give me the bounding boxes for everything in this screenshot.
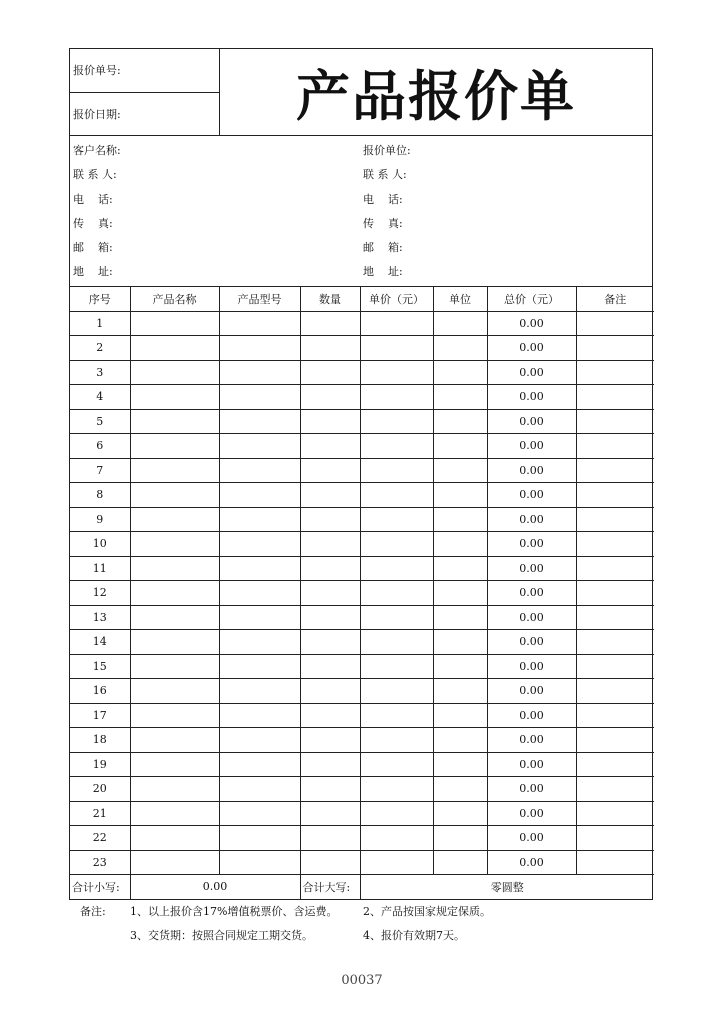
row-number: 9 [70,507,130,532]
empty-cell [576,360,654,385]
empty-cell [433,556,487,581]
empty-cell [360,556,433,581]
empty-cell [576,483,654,508]
empty-cell [433,336,487,361]
table-row [70,801,654,826]
row-number: 23 [70,850,130,875]
empty-cell [300,385,360,410]
empty-cell [130,605,219,630]
empty-cell [219,311,300,336]
empty-cell [130,728,219,753]
supplier-address-label: 地 址: [363,265,403,279]
col-header-no: 序号 [70,287,130,311]
empty-cell [576,409,654,434]
supplier-name-label: 报价单位: [363,144,411,157]
empty-cell [300,850,360,875]
quote-no-field [70,49,219,92]
empty-cell [219,409,300,434]
row-number: 10 [70,532,130,557]
remarks-spacer [80,924,130,948]
table-row [70,409,654,434]
empty-cell [130,752,219,777]
empty-cell [300,532,360,557]
empty-cell [433,728,487,753]
empty-cell [360,434,433,459]
empty-cell [576,311,654,336]
row-number: 15 [70,654,130,679]
empty-cell [219,801,300,826]
empty-cell [219,556,300,581]
empty-cell [219,385,300,410]
row-total: 0.00 [487,409,576,434]
row-total: 0.00 [487,630,576,655]
row-total: 0.00 [487,850,576,875]
row-total: 0.00 [487,752,576,777]
sheet-header [70,49,652,136]
empty-cell [300,703,360,728]
empty-cell [130,581,219,606]
empty-cell [433,777,487,802]
empty-cell [433,605,487,630]
empty-cell [576,630,654,655]
empty-cell [300,409,360,434]
row-total: 0.00 [487,728,576,753]
empty-cell [219,728,300,753]
page-number: 00037 [341,973,383,988]
row-total: 0.00 [487,434,576,459]
empty-cell [130,801,219,826]
empty-cell [130,679,219,704]
empty-cell [433,752,487,777]
table-row [70,728,654,753]
contact-info [70,136,652,287]
empty-cell [300,801,360,826]
row-number: 17 [70,703,130,728]
empty-cell [360,458,433,483]
table-row [70,581,654,606]
empty-cell [219,630,300,655]
quote-no-label: 报价单号: [73,64,121,78]
empty-cell [360,703,433,728]
empty-cell [300,728,360,753]
empty-cell [433,385,487,410]
remarks-label: 备注: [80,905,106,918]
empty-cell [360,679,433,704]
row-total: 0.00 [487,679,576,704]
empty-cell [576,556,654,581]
table-row [70,311,654,336]
table-row [70,630,654,655]
empty-cell [360,507,433,532]
empty-cell [130,826,219,851]
row-total: 0.00 [487,556,576,581]
empty-cell [576,507,654,532]
empty-cell [300,458,360,483]
table-row [70,679,654,704]
empty-cell [300,311,360,336]
empty-cell [300,679,360,704]
row-total: 0.00 [487,360,576,385]
empty-cell [360,728,433,753]
empty-cell [130,409,219,434]
row-total: 0.00 [487,507,576,532]
empty-cell [360,409,433,434]
col-header-quantity: 数量 [300,287,360,311]
empty-cell [576,605,654,630]
row-number: 3 [70,360,130,385]
row-number: 4 [70,385,130,410]
row-total: 0.00 [487,532,576,557]
empty-cell [360,483,433,508]
row-number: 6 [70,434,130,459]
empty-cell [433,703,487,728]
empty-cell [130,556,219,581]
empty-cell [576,850,654,875]
customer-info [73,139,121,285]
row-number: 13 [70,605,130,630]
remarks-line-2 [80,924,491,948]
empty-cell [576,679,654,704]
row-total: 0.00 [487,777,576,802]
row-number: 5 [70,409,130,434]
row-total: 0.00 [487,801,576,826]
empty-cell [576,385,654,410]
row-total: 0.00 [487,458,576,483]
empty-cell [130,630,219,655]
row-total: 0.00 [487,826,576,851]
empty-cell [300,777,360,802]
empty-cell [130,777,219,802]
table-header-row [70,287,654,311]
empty-cell [219,581,300,606]
empty-cell [576,826,654,851]
table-row [70,777,654,802]
empty-cell [130,434,219,459]
total-big-label: 合计大写: [300,875,360,899]
row-total: 0.00 [487,703,576,728]
supplier-fax-label: 传 真: [363,216,403,230]
table-row [70,458,654,483]
row-number: 16 [70,679,130,704]
empty-cell [219,679,300,704]
empty-cell [300,752,360,777]
row-number: 22 [70,826,130,851]
empty-cell [360,605,433,630]
empty-cell [219,336,300,361]
empty-cell [130,458,219,483]
empty-cell [360,311,433,336]
remark-item-2: 2、产品按国家规定保质。 [363,905,491,918]
supplier-info [363,139,411,285]
empty-cell [300,556,360,581]
empty-cell [130,654,219,679]
row-total: 0.00 [487,336,576,361]
empty-cell [433,679,487,704]
empty-cell [433,507,487,532]
col-header-remarks: 备注 [576,287,654,311]
remarks-section [80,900,491,948]
empty-cell [130,703,219,728]
empty-cell [130,385,219,410]
row-number: 7 [70,458,130,483]
row-number: 14 [70,630,130,655]
empty-cell [576,752,654,777]
supplier-contact-label: 联 系 人: [363,168,407,182]
empty-cell [360,581,433,606]
empty-cell [219,777,300,802]
empty-cell [576,434,654,459]
row-number: 12 [70,581,130,606]
row-total: 0.00 [487,605,576,630]
empty-cell [360,630,433,655]
empty-cell [433,409,487,434]
empty-cell [433,311,487,336]
empty-cell [433,654,487,679]
row-number: 8 [70,483,130,508]
table-row [70,360,654,385]
col-header-total: 总价（元） [487,287,576,311]
empty-cell [300,605,360,630]
empty-cell [360,801,433,826]
supplier-email-label: 邮 箱: [363,241,403,255]
empty-cell [130,336,219,361]
empty-cell [219,850,300,875]
summary-row [70,875,654,899]
customer-address-label: 地 址: [73,265,113,279]
empty-cell [219,752,300,777]
page-title: 产品报价单 [296,64,576,128]
remarks-line-1 [80,900,491,924]
empty-cell [360,385,433,410]
remark-item-3: 3、交货期：按照合同规定工期交货。 [130,929,313,942]
empty-cell [360,850,433,875]
empty-cell [433,826,487,851]
empty-cell [576,336,654,361]
empty-cell [219,434,300,459]
table-row [70,483,654,508]
empty-cell [219,360,300,385]
remark-item-1: 1、以上报价含17%增值税票价、含运费。 [130,905,338,918]
row-number: 2 [70,336,130,361]
empty-cell [219,605,300,630]
empty-cell [576,703,654,728]
empty-cell [433,581,487,606]
total-small-label: 合计小写: [70,875,130,899]
quote-sheet [69,48,653,900]
empty-cell [360,826,433,851]
customer-name-label: 客户名称: [73,144,121,157]
empty-cell [130,507,219,532]
empty-cell [576,654,654,679]
row-total: 0.00 [487,581,576,606]
table-row [70,434,654,459]
empty-cell [576,458,654,483]
row-number: 1 [70,311,130,336]
table-row [70,336,654,361]
items-table [70,287,654,899]
empty-cell [360,752,433,777]
empty-cell [433,434,487,459]
table-row [70,556,654,581]
empty-cell [576,777,654,802]
empty-cell [433,801,487,826]
empty-cell [433,532,487,557]
empty-cell [219,458,300,483]
row-number: 18 [70,728,130,753]
empty-cell [300,654,360,679]
items-body [70,311,654,875]
row-number: 20 [70,777,130,802]
col-header-product-name: 产品名称 [130,287,219,311]
remark-item-4: 4、报价有效期7天。 [363,929,465,942]
customer-email-label: 邮 箱: [73,241,113,255]
table-row [70,850,654,875]
col-header-product-model: 产品型号 [219,287,300,311]
quote-date-field [70,92,219,136]
row-total: 0.00 [487,483,576,508]
empty-cell [433,360,487,385]
empty-cell [433,458,487,483]
empty-cell [130,360,219,385]
table-row [70,507,654,532]
row-total: 0.00 [487,311,576,336]
empty-cell [576,532,654,557]
empty-cell [433,850,487,875]
col-header-unit-price: 单价（元） [360,287,433,311]
table-row [70,654,654,679]
table-row [70,752,654,777]
empty-cell [360,360,433,385]
empty-cell [576,728,654,753]
empty-cell [576,801,654,826]
empty-cell [576,581,654,606]
empty-cell [219,703,300,728]
empty-cell [360,777,433,802]
empty-cell [219,826,300,851]
table-row [70,703,654,728]
empty-cell [219,532,300,557]
quote-date-label: 报价日期: [73,107,121,121]
empty-cell [300,336,360,361]
empty-cell [219,483,300,508]
empty-cell [130,483,219,508]
empty-cell [130,850,219,875]
row-number: 21 [70,801,130,826]
empty-cell [300,434,360,459]
empty-cell [300,360,360,385]
empty-cell [360,532,433,557]
table-row [70,605,654,630]
empty-cell [300,483,360,508]
table-row [70,826,654,851]
total-small-value: 0.00 [130,875,300,899]
empty-cell [360,336,433,361]
empty-cell [300,581,360,606]
empty-cell [219,654,300,679]
empty-cell [433,483,487,508]
empty-cell [219,507,300,532]
empty-cell [300,630,360,655]
total-big-value: 零圆整 [360,875,654,899]
customer-fax-label: 传 真: [73,216,113,230]
table-row [70,532,654,557]
supplier-phone-label: 电 话: [363,192,403,206]
empty-cell [130,532,219,557]
empty-cell [300,507,360,532]
header-fields [70,49,220,135]
empty-cell [300,826,360,851]
table-row [70,385,654,410]
row-total: 0.00 [487,654,576,679]
empty-cell [433,630,487,655]
row-number: 19 [70,752,130,777]
row-total: 0.00 [487,385,576,410]
customer-contact-label: 联 系 人: [73,168,117,182]
customer-phone-label: 电 话: [73,192,113,206]
empty-cell [130,311,219,336]
row-number: 11 [70,556,130,581]
col-header-unit: 单位 [433,287,487,311]
empty-cell [360,654,433,679]
